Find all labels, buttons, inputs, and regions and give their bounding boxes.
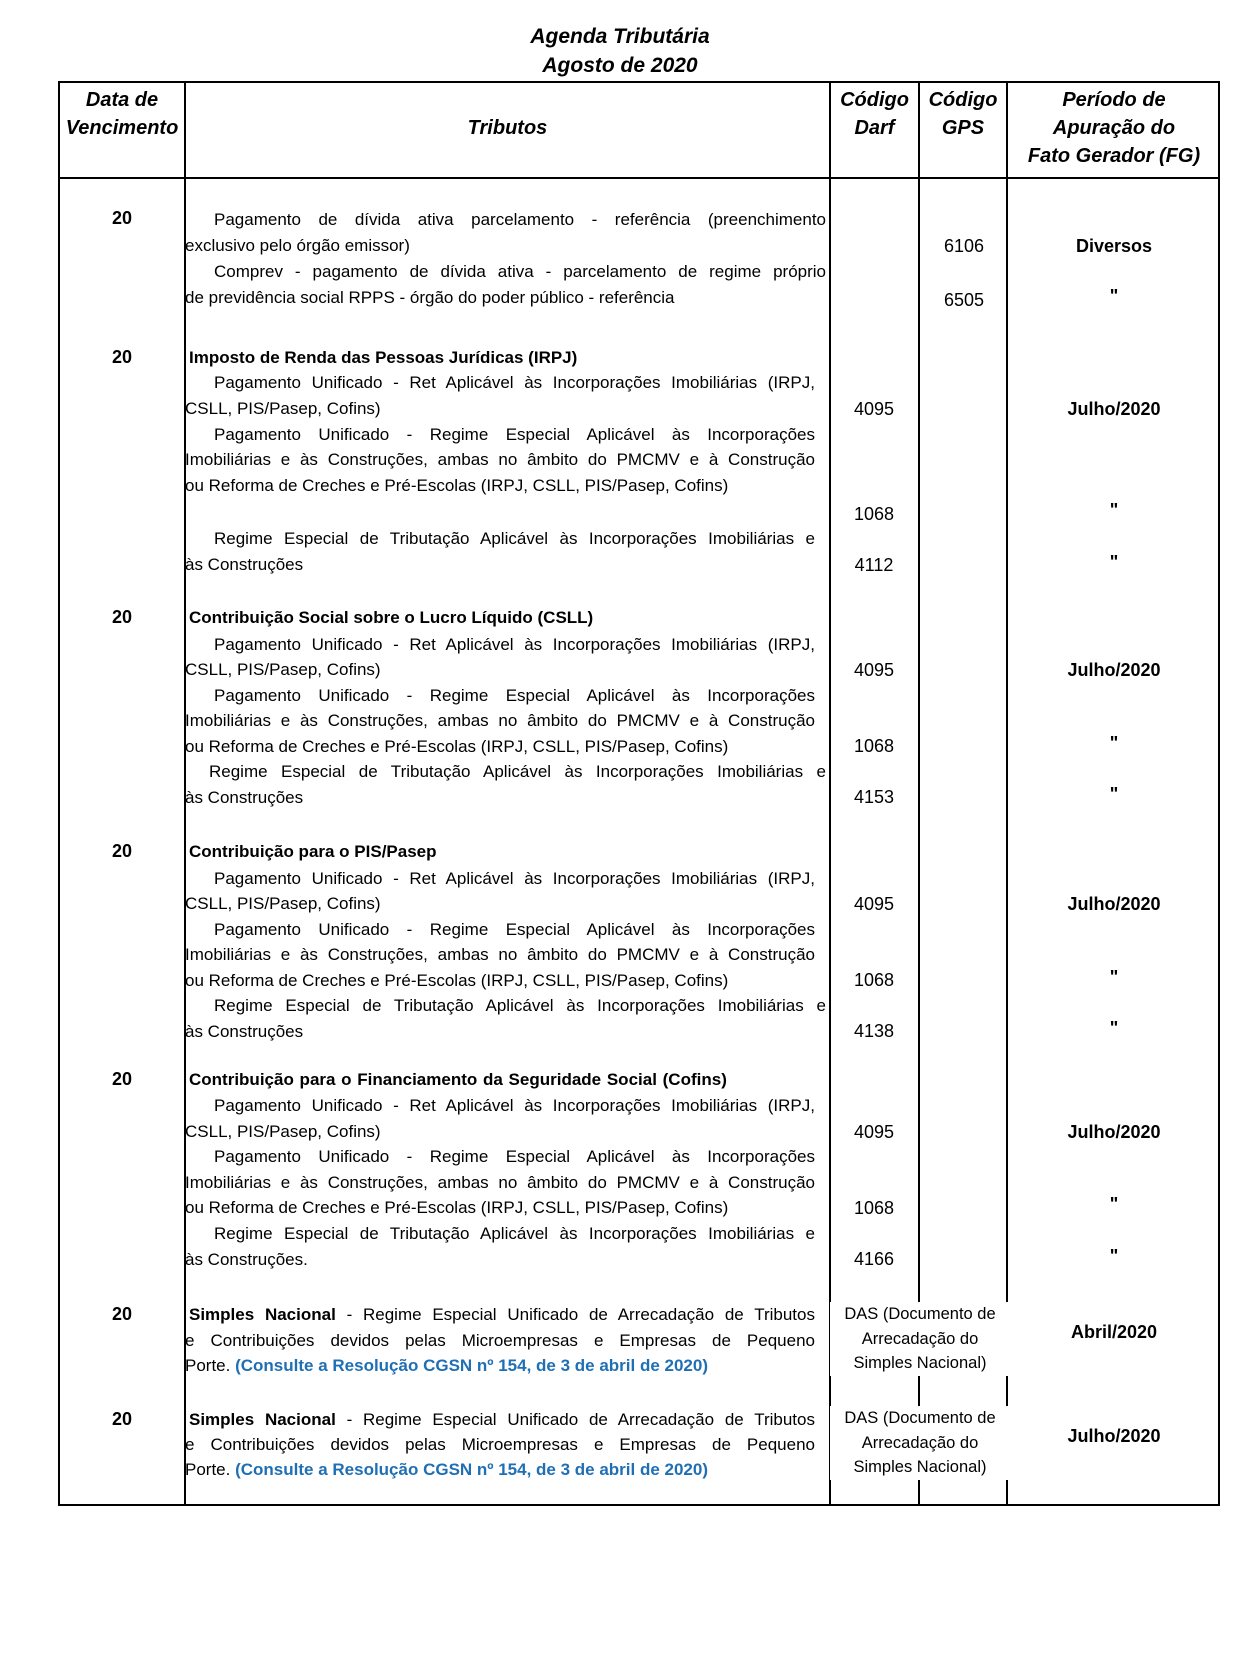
tax-line: às Construções [185, 555, 304, 574]
tax-line: Pagamento de dívida ativa parcelamento - referência (preenchimento [214, 210, 826, 229]
tax-line: CSLL, PIS/Pasep, Cofins) [185, 1122, 381, 1141]
tax-line: e Contribuições devidos pelas Microempresas e Empresas de Pequeno [185, 1331, 815, 1350]
tax-line: Pagamento Unificado - Regime Especial Aplicável às Incorporações [214, 920, 815, 939]
darf-code: 1068 [853, 504, 895, 524]
darf-code: 4166 [853, 1249, 895, 1269]
tax-line: Regime Especial de Tributação Aplicável às Incorporações Imobiliárias e [209, 762, 826, 781]
tax-heading: Imposto de Renda das Pessoas Jurídicas (IRPJ) [189, 348, 578, 367]
resolution-link[interactable]: (Consulte a Resolução CGSN nº 154, de 3 de abril de 2020) [235, 1460, 709, 1479]
tax-line: Pagamento Unificado - Regime Especial Aplicável às Incorporações [214, 425, 815, 444]
das-label: DAS (Documento de Arrecadação do Simples Nacional) [830, 1406, 1010, 1480]
tax-line: às Construções [185, 788, 304, 807]
tax-line: e Contribuições devidos pelas Microempresas e Empresas de Pequeno [185, 1435, 815, 1454]
header-date: Data de Vencimento [65, 89, 179, 139]
period: Julho/2020 [1067, 1426, 1161, 1446]
tax-line: Porte. (Consulte a Resolução CGSN nº 154, de 3 de abril de 2020) [185, 1356, 709, 1375]
tax-line: Simples Nacional - Regime Especial Unificado de Arrecadação de Tributos [189, 1410, 815, 1429]
page-title: Agenda Tributária [530, 25, 710, 48]
period: Diversos [1075, 236, 1153, 256]
tax-line: Imobiliárias e às Construções, ambas no âmbito do PMCMV e à Construção [185, 711, 815, 730]
darf-code: 1068 [853, 1198, 895, 1218]
darf-code: 4095 [853, 894, 895, 914]
tax-line: CSLL, PIS/Pasep, Cofins) [185, 660, 381, 679]
tax-line: às Construções. [185, 1250, 308, 1269]
tax-line: Porte. (Consulte a Resolução CGSN nº 154, de 3 de abril de 2020) [185, 1460, 709, 1479]
header-divider [58, 177, 1220, 179]
tax-line: CSLL, PIS/Pasep, Cofins) [185, 399, 381, 418]
header-period: Período de Apuração do Fato Gerador (FG) [1027, 89, 1201, 167]
tax-line: Regime Especial de Tributação Aplicável às Incorporações Imobiliárias e [214, 529, 815, 548]
tax-heading: Contribuição para o Financiamento da Seguridade Social (Cofins) [189, 1070, 727, 1089]
period: " [1109, 1246, 1119, 1266]
gps-code: 6106 [943, 236, 985, 256]
darf-code: 4138 [853, 1021, 895, 1041]
tax-line: Pagamento Unificado - Regime Especial Aplicável às Incorporações [214, 686, 815, 705]
due-date: 20 [111, 208, 133, 228]
period: Julho/2020 [1067, 660, 1161, 680]
tax-line: Pagamento Unificado - Ret Aplicável às Incorporações Imobiliárias (IRPJ, [214, 373, 815, 392]
darf-code: 4095 [853, 399, 895, 419]
tax-line: de previdência social RPPS - órgão do poder público - referência [185, 288, 675, 307]
header-tributos: Tributos [467, 117, 548, 139]
tax-heading: Contribuição Social sobre o Lucro Líquido (CSLL) [189, 608, 594, 627]
due-date: 20 [111, 1304, 133, 1324]
tax-heading: Simples Nacional [189, 1305, 336, 1324]
period: " [1109, 1018, 1119, 1038]
darf-code: 1068 [853, 736, 895, 756]
tax-line: Regime Especial de Tributação Aplicável às Incorporações Imobiliárias e [214, 1224, 815, 1243]
resolution-link[interactable]: (Consulte a Resolução CGSN nº 154, de 3 de abril de 2020) [235, 1356, 709, 1375]
header-darf: Código Darf [840, 89, 909, 139]
period: Abril/2020 [1070, 1322, 1158, 1342]
tax-line: CSLL, PIS/Pasep, Cofins) [185, 894, 381, 913]
tax-line: às Construções [185, 1022, 304, 1041]
tax-heading: Simples Nacional [189, 1410, 336, 1429]
darf-code: 4095 [853, 1122, 895, 1142]
tax-line: Regime Especial de Tributação Aplicável às Incorporações Imobiliárias e [214, 996, 826, 1015]
period: Julho/2020 [1067, 894, 1161, 914]
tax-line: Simples Nacional - Regime Especial Unificado de Arrecadação de Tributos [189, 1305, 815, 1324]
tax-line: Comprev - pagamento de dívida ativa - parcelamento de regime próprio [214, 262, 826, 281]
tax-line: Pagamento Unificado - Regime Especial Aplicável às Incorporações [214, 1147, 815, 1166]
darf-code: 4112 [854, 555, 894, 575]
tax-line: ou Reforma de Creches e Pré-Escolas (IRPJ, CSLL, PIS/Pasep, Cofins) [185, 971, 729, 990]
tax-line: Imobiliárias e às Construções, ambas no âmbito do PMCMV e à Construção [185, 1173, 815, 1192]
tax-line: Pagamento Unificado - Ret Aplicável às Incorporações Imobiliárias (IRPJ, [214, 635, 815, 654]
due-date: 20 [111, 1069, 133, 1089]
period: " [1109, 500, 1119, 520]
tax-line: ou Reforma de Creches e Pré-Escolas (IRPJ, CSLL, PIS/Pasep, Cofins) [185, 1198, 729, 1217]
tax-line: Imobiliárias e às Construções, ambas no âmbito do PMCMV e à Construção [185, 450, 815, 469]
das-label: DAS (Documento de Arrecadação do Simples Nacional) [830, 1302, 1010, 1376]
period: " [1109, 286, 1119, 306]
tax-line: ou Reforma de Creches e Pré-Escolas (IRPJ, CSLL, PIS/Pasep, Cofins) [185, 476, 729, 495]
tax-heading: Contribuição para o PIS/Pasep [189, 842, 437, 861]
header-gps: Código GPS [928, 89, 998, 139]
due-date: 20 [111, 607, 133, 627]
darf-code: 4095 [853, 660, 895, 680]
period: Julho/2020 [1067, 399, 1161, 419]
period: Julho/2020 [1067, 1122, 1161, 1142]
due-date: 20 [111, 347, 133, 367]
period: " [1109, 1194, 1119, 1214]
tax-line: Pagamento Unificado - Ret Aplicável às Incorporações Imobiliárias (IRPJ, [214, 1096, 815, 1115]
tax-line: ou Reforma de Creches e Pré-Escolas (IRPJ, CSLL, PIS/Pasep, Cofins) [185, 737, 729, 756]
period: " [1109, 552, 1119, 572]
tax-line: Imobiliárias e às Construções, ambas no âmbito do PMCMV e à Construção [185, 945, 815, 964]
due-date: 20 [111, 841, 133, 861]
tax-line: exclusivo pelo órgão emissor) [185, 236, 410, 255]
tax-line: Pagamento Unificado - Ret Aplicável às Incorporações Imobiliárias (IRPJ, [214, 869, 815, 888]
darf-code: 1068 [853, 970, 895, 990]
period: " [1109, 967, 1119, 987]
gps-code: 6505 [943, 290, 985, 310]
period: " [1109, 784, 1119, 804]
darf-code: 4153 [853, 787, 895, 807]
due-date: 20 [111, 1409, 133, 1429]
page-subtitle: Agosto de 2020 [542, 54, 698, 77]
period: " [1109, 733, 1119, 753]
